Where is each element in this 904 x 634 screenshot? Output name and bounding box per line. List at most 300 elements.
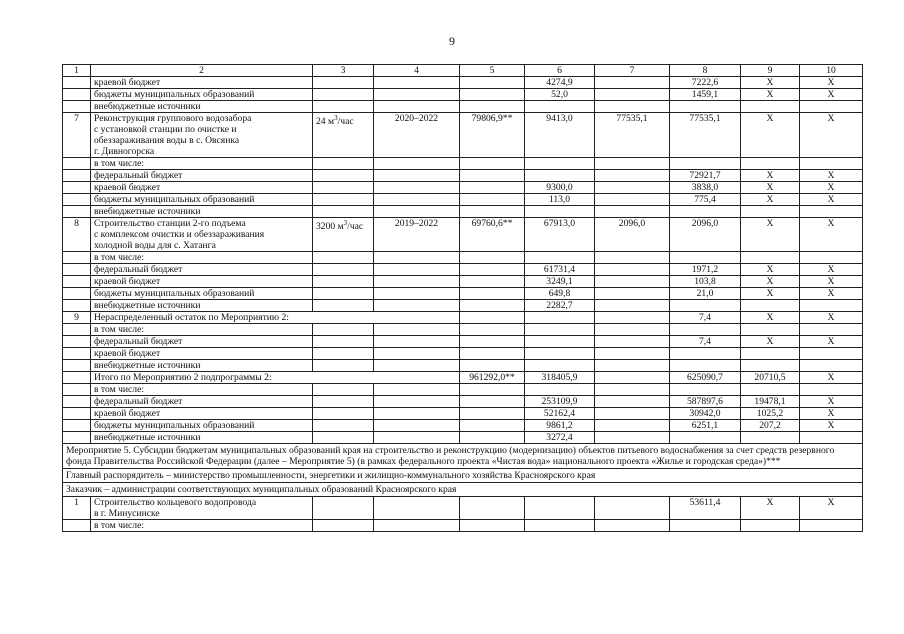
item-name-cell: федеральный бюджет bbox=[91, 264, 313, 276]
value-cell-col8: 587897,6 bbox=[670, 396, 741, 408]
capacity-cell bbox=[313, 497, 374, 520]
table-row bbox=[63, 194, 863, 206]
value-cell-col6 bbox=[525, 101, 595, 113]
value-cell-col6 bbox=[525, 520, 595, 532]
value-cell-col8 bbox=[670, 206, 741, 218]
value-cell-col9: X bbox=[741, 218, 800, 252]
item-name-cell: федеральный бюджет bbox=[91, 396, 313, 408]
total-cost-cell bbox=[460, 276, 525, 288]
capacity-cell bbox=[313, 89, 374, 101]
value-cell-col9: 19478,1 bbox=[741, 396, 800, 408]
value-cell-col8: 625090,7 bbox=[670, 372, 741, 384]
item-name-cell: краевой бюджет bbox=[91, 348, 313, 360]
value-cell-col10 bbox=[800, 520, 863, 532]
item-name-cell: краевой бюджет bbox=[91, 77, 313, 89]
value-cell-col7 bbox=[595, 432, 670, 444]
value-cell-col8: 2096,0 bbox=[670, 218, 741, 252]
value-cell-col8: 775,4 bbox=[670, 194, 741, 206]
table-row bbox=[63, 348, 863, 360]
value-cell-col9: X bbox=[741, 264, 800, 276]
table-row bbox=[63, 372, 863, 384]
value-cell-col9: X bbox=[741, 288, 800, 300]
capacity-cell bbox=[313, 520, 374, 532]
value-cell-col9 bbox=[741, 101, 800, 113]
value-cell-col10: X bbox=[800, 396, 863, 408]
value-cell-col6: 9861,2 bbox=[525, 420, 595, 432]
value-cell-col8: 7222,6 bbox=[670, 77, 741, 89]
table-row bbox=[63, 288, 863, 300]
value-cell-col6: 113,0 bbox=[525, 194, 595, 206]
item-number-cell bbox=[63, 520, 91, 532]
value-cell-col6: 9413,0 bbox=[525, 113, 595, 158]
value-cell-col10 bbox=[800, 384, 863, 396]
period-cell bbox=[374, 360, 460, 372]
value-cell-col10: X bbox=[800, 77, 863, 89]
value-cell-col8 bbox=[670, 384, 741, 396]
value-cell-col8 bbox=[670, 101, 741, 113]
value-cell-col7 bbox=[595, 300, 670, 312]
value-cell-col7 bbox=[595, 312, 670, 324]
value-cell-col6: 318405,9 bbox=[525, 372, 595, 384]
total-cost-cell bbox=[460, 158, 525, 170]
period-cell bbox=[374, 170, 460, 182]
value-cell-col7 bbox=[595, 252, 670, 264]
value-cell-col10: X bbox=[800, 420, 863, 432]
total-cost-cell bbox=[460, 288, 525, 300]
capacity-cell bbox=[313, 300, 374, 312]
table-row bbox=[63, 384, 863, 396]
value-cell-col7: 77535,1 bbox=[595, 113, 670, 158]
value-cell-col9 bbox=[741, 206, 800, 218]
period-cell bbox=[374, 300, 460, 312]
value-cell-col9 bbox=[741, 252, 800, 264]
value-cell-col8: 7,4 bbox=[670, 312, 741, 324]
total-cost-cell bbox=[460, 300, 525, 312]
value-cell-col6 bbox=[525, 497, 595, 520]
value-cell-col6 bbox=[525, 252, 595, 264]
value-cell-col6: 253109,9 bbox=[525, 396, 595, 408]
period-cell bbox=[374, 158, 460, 170]
value-cell-col6 bbox=[525, 312, 595, 324]
value-cell-col8: 1971,2 bbox=[670, 264, 741, 276]
value-cell-col7 bbox=[595, 194, 670, 206]
capacity-cell bbox=[313, 252, 374, 264]
item-name-cell: Реконструкция группового водозабора с установкой станции по очистке и обеззараживания воды в с. Овсянка г. Дивногорска bbox=[91, 113, 313, 158]
value-cell-col10: X bbox=[800, 276, 863, 288]
value-cell-col9: X bbox=[741, 182, 800, 194]
total-cost-cell bbox=[460, 384, 525, 396]
period-cell: 2019–2022 bbox=[374, 218, 460, 252]
table-row bbox=[63, 158, 863, 170]
value-cell-col10 bbox=[800, 348, 863, 360]
value-cell-col9 bbox=[741, 384, 800, 396]
item-number-cell bbox=[63, 432, 91, 444]
value-cell-col7 bbox=[595, 206, 670, 218]
table-row bbox=[63, 252, 863, 264]
item-name-cell: в том числе: bbox=[91, 324, 313, 336]
period-cell bbox=[374, 264, 460, 276]
column-number-row bbox=[63, 65, 863, 77]
value-cell-col8 bbox=[670, 300, 741, 312]
table-row bbox=[63, 469, 863, 483]
item-name-cell: внебюджетные источники bbox=[91, 101, 313, 113]
table-row bbox=[63, 408, 863, 420]
value-cell-col8: 103,8 bbox=[670, 276, 741, 288]
column-number-cell: 8 bbox=[670, 65, 741, 77]
value-cell-col8 bbox=[670, 324, 741, 336]
value-cell-col8 bbox=[670, 252, 741, 264]
table-row bbox=[63, 360, 863, 372]
budget-table bbox=[62, 64, 863, 532]
table-row bbox=[63, 218, 863, 252]
item-name-cell: краевой бюджет bbox=[91, 276, 313, 288]
item-number-cell bbox=[63, 101, 91, 113]
table-row bbox=[63, 396, 863, 408]
value-cell-col6: 61731,4 bbox=[525, 264, 595, 276]
item-name-cell: внебюджетные источники bbox=[91, 360, 313, 372]
total-cost-cell: 79806,9** bbox=[460, 113, 525, 158]
capacity-cell bbox=[313, 170, 374, 182]
value-cell-col6 bbox=[525, 384, 595, 396]
capacity-cell bbox=[313, 101, 374, 113]
total-cost-cell: 961292,0** bbox=[460, 372, 525, 384]
capacity-cell bbox=[313, 432, 374, 444]
value-cell-col9: 20710,5 bbox=[741, 372, 800, 384]
capacity-cell: 24 $м^3$/час bbox=[313, 113, 374, 158]
table-row bbox=[63, 182, 863, 194]
table-row bbox=[63, 170, 863, 182]
value-cell-col9: X bbox=[741, 77, 800, 89]
value-cell-col7 bbox=[595, 520, 670, 532]
table-row bbox=[63, 113, 863, 158]
period-cell bbox=[374, 497, 460, 520]
total-cost-cell bbox=[460, 206, 525, 218]
value-cell-col9 bbox=[741, 360, 800, 372]
value-cell-col7 bbox=[595, 89, 670, 101]
value-cell-col10 bbox=[800, 360, 863, 372]
value-cell-col10: X bbox=[800, 113, 863, 158]
item-name-cell: в том числе: bbox=[91, 384, 313, 396]
value-cell-col6 bbox=[525, 336, 595, 348]
item-number-cell bbox=[63, 396, 91, 408]
item-number-cell: 8 bbox=[63, 218, 91, 252]
item-number-cell bbox=[63, 89, 91, 101]
table-row bbox=[63, 432, 863, 444]
value-cell-col6: 9300,0 bbox=[525, 182, 595, 194]
item-name-cell: в том числе: bbox=[91, 520, 313, 532]
value-cell-col7: 2096,0 bbox=[595, 218, 670, 252]
value-cell-col10 bbox=[800, 324, 863, 336]
value-cell-col10: X bbox=[800, 194, 863, 206]
value-cell-col7 bbox=[595, 158, 670, 170]
page-number: 9 bbox=[449, 34, 455, 48]
value-cell-col10: X bbox=[800, 288, 863, 300]
capacity-cell bbox=[313, 194, 374, 206]
value-cell-col7 bbox=[595, 264, 670, 276]
item-name-cell: внебюджетные источники bbox=[91, 432, 313, 444]
period-cell bbox=[374, 101, 460, 113]
total-cost-cell bbox=[460, 312, 525, 324]
capacity-cell bbox=[313, 264, 374, 276]
value-cell-col6 bbox=[525, 324, 595, 336]
item-name-cell: бюджеты муниципальных образований bbox=[91, 288, 313, 300]
column-number-cell: 9 bbox=[741, 65, 800, 77]
value-cell-col10: X bbox=[800, 497, 863, 520]
section-heading-cell: Главный распорядитель – министерство промышленности, энергетики и жилищно-коммунального хозяйства Красноярского края bbox=[63, 469, 863, 483]
value-cell-col10: X bbox=[800, 170, 863, 182]
value-cell-col7 bbox=[595, 420, 670, 432]
value-cell-col6 bbox=[525, 348, 595, 360]
value-cell-col8: 3838,0 bbox=[670, 182, 741, 194]
period-cell bbox=[374, 89, 460, 101]
item-name-cell: в том числе: bbox=[91, 158, 313, 170]
period-cell bbox=[374, 420, 460, 432]
value-cell-col7 bbox=[595, 182, 670, 194]
value-cell-col10 bbox=[800, 300, 863, 312]
column-number-cell: 4 bbox=[374, 65, 460, 77]
value-cell-col9: X bbox=[741, 312, 800, 324]
capacity-cell bbox=[313, 206, 374, 218]
table-row bbox=[63, 420, 863, 432]
table-row bbox=[63, 89, 863, 101]
item-number-cell bbox=[63, 194, 91, 206]
total-cost-cell bbox=[460, 348, 525, 360]
value-cell-col9: X bbox=[741, 170, 800, 182]
item-number-cell bbox=[63, 206, 91, 218]
value-cell-col8: 6251,1 bbox=[670, 420, 741, 432]
capacity-cell bbox=[313, 276, 374, 288]
table-row bbox=[63, 101, 863, 113]
item-name-cell: внебюджетные источники bbox=[91, 206, 313, 218]
total-cost-cell bbox=[460, 432, 525, 444]
column-number-cell: 3 bbox=[313, 65, 374, 77]
item-number-cell bbox=[63, 288, 91, 300]
table-row bbox=[63, 497, 863, 520]
total-cost-cell bbox=[460, 101, 525, 113]
capacity-cell bbox=[313, 77, 374, 89]
value-cell-col6: 3272,4 bbox=[525, 432, 595, 444]
value-cell-col9 bbox=[741, 300, 800, 312]
value-cell-col9 bbox=[741, 348, 800, 360]
total-cost-cell: 69760,6** bbox=[460, 218, 525, 252]
value-cell-col9: X bbox=[741, 497, 800, 520]
value-cell-col7 bbox=[595, 348, 670, 360]
value-cell-col9 bbox=[741, 158, 800, 170]
value-cell-col7 bbox=[595, 336, 670, 348]
period-cell bbox=[374, 182, 460, 194]
capacity-cell bbox=[313, 420, 374, 432]
column-number-cell: 10 bbox=[800, 65, 863, 77]
item-name-cell: Итого по Мероприятию 2 подпрограммы 2: bbox=[91, 372, 460, 384]
table-row bbox=[63, 336, 863, 348]
column-number-cell: 5 bbox=[460, 65, 525, 77]
item-name-cell: бюджеты муниципальных образований bbox=[91, 194, 313, 206]
period-cell bbox=[374, 77, 460, 89]
value-cell-col6: 4274,9 bbox=[525, 77, 595, 89]
period-cell bbox=[374, 396, 460, 408]
section-heading-cell: Заказчик – администрации соответствующих муниципальных образований Красноярского края bbox=[63, 483, 863, 497]
value-cell-col10 bbox=[800, 432, 863, 444]
total-cost-cell bbox=[460, 252, 525, 264]
period-cell bbox=[374, 194, 460, 206]
value-cell-col7 bbox=[595, 384, 670, 396]
total-cost-cell bbox=[460, 336, 525, 348]
capacity-cell bbox=[313, 384, 374, 396]
total-cost-cell bbox=[460, 520, 525, 532]
item-name-cell: бюджеты муниципальных образований bbox=[91, 89, 313, 101]
capacity-cell bbox=[313, 158, 374, 170]
column-number-cell: 6 bbox=[525, 65, 595, 77]
value-cell-col7 bbox=[595, 77, 670, 89]
value-cell-col8: 72921,7 bbox=[670, 170, 741, 182]
total-cost-cell bbox=[460, 170, 525, 182]
value-cell-col10 bbox=[800, 158, 863, 170]
item-number-cell bbox=[63, 182, 91, 194]
item-name-cell: Строительство кольцевого водопровода в г. Минусинске bbox=[91, 497, 313, 520]
item-number-cell: 9 bbox=[63, 312, 91, 324]
table-row bbox=[63, 276, 863, 288]
item-name-cell: Нераспределенный остаток по Мероприятию 2: bbox=[91, 312, 460, 324]
item-number-cell bbox=[63, 158, 91, 170]
item-number-cell bbox=[63, 348, 91, 360]
item-number-cell bbox=[63, 372, 91, 384]
value-cell-col10 bbox=[800, 206, 863, 218]
item-name-cell: в том числе: bbox=[91, 252, 313, 264]
value-cell-col8: 1459,1 bbox=[670, 89, 741, 101]
value-cell-col6: 67913,0 bbox=[525, 218, 595, 252]
total-cost-cell bbox=[460, 264, 525, 276]
value-cell-col8 bbox=[670, 432, 741, 444]
item-name-cell: федеральный бюджет bbox=[91, 170, 313, 182]
table-row bbox=[63, 264, 863, 276]
column-number-cell: 2 bbox=[91, 65, 313, 77]
item-name-cell: Строительство станции 2-го подъема с комплексом очистки и обеззараживания холодной воды для с. Хатанга bbox=[91, 218, 313, 252]
value-cell-col8: 30942,0 bbox=[670, 408, 741, 420]
item-number-cell bbox=[63, 336, 91, 348]
table-row bbox=[63, 312, 863, 324]
item-number-cell bbox=[63, 77, 91, 89]
value-cell-col6: 649,8 bbox=[525, 288, 595, 300]
value-cell-col7 bbox=[595, 497, 670, 520]
item-name-cell: краевой бюджет bbox=[91, 408, 313, 420]
item-name-cell: внебюджетные источники bbox=[91, 300, 313, 312]
value-cell-col9: X bbox=[741, 113, 800, 158]
table-row bbox=[63, 206, 863, 218]
period-cell bbox=[374, 520, 460, 532]
value-cell-col10: X bbox=[800, 218, 863, 252]
column-number-cell: 1 bbox=[63, 65, 91, 77]
period-cell bbox=[374, 384, 460, 396]
capacity-cell bbox=[313, 396, 374, 408]
capacity-cell bbox=[313, 182, 374, 194]
period-cell bbox=[374, 252, 460, 264]
capacity-cell bbox=[313, 408, 374, 420]
value-cell-col6: 3249,1 bbox=[525, 276, 595, 288]
period-cell bbox=[374, 206, 460, 218]
value-cell-col8: 53611,4 bbox=[670, 497, 741, 520]
value-cell-col9: 207,2 bbox=[741, 420, 800, 432]
item-number-cell bbox=[63, 252, 91, 264]
budget-table-body bbox=[63, 65, 863, 532]
item-number-cell bbox=[63, 360, 91, 372]
capacity-cell bbox=[313, 360, 374, 372]
period-cell bbox=[374, 288, 460, 300]
value-cell-col9 bbox=[741, 520, 800, 532]
value-cell-col10 bbox=[800, 101, 863, 113]
item-name-cell: бюджеты муниципальных образований bbox=[91, 420, 313, 432]
total-cost-cell bbox=[460, 77, 525, 89]
period-cell bbox=[374, 324, 460, 336]
item-number-cell bbox=[63, 408, 91, 420]
value-cell-col10: X bbox=[800, 336, 863, 348]
value-cell-col7 bbox=[595, 396, 670, 408]
total-cost-cell bbox=[460, 194, 525, 206]
capacity-cell bbox=[313, 324, 374, 336]
value-cell-col10: X bbox=[800, 182, 863, 194]
item-number-cell bbox=[63, 324, 91, 336]
total-cost-cell bbox=[460, 408, 525, 420]
value-cell-col9: X bbox=[741, 89, 800, 101]
item-number-cell bbox=[63, 276, 91, 288]
total-cost-cell bbox=[460, 324, 525, 336]
value-cell-col9 bbox=[741, 432, 800, 444]
item-number-cell bbox=[63, 384, 91, 396]
item-number-cell bbox=[63, 420, 91, 432]
value-cell-col6 bbox=[525, 170, 595, 182]
value-cell-col10: X bbox=[800, 89, 863, 101]
period-cell bbox=[374, 348, 460, 360]
table-row bbox=[63, 324, 863, 336]
total-cost-cell bbox=[460, 182, 525, 194]
period-cell: 2020–2022 bbox=[374, 113, 460, 158]
value-cell-col7 bbox=[595, 408, 670, 420]
value-cell-col9: 1025,2 bbox=[741, 408, 800, 420]
value-cell-col10: X bbox=[800, 312, 863, 324]
total-cost-cell bbox=[460, 360, 525, 372]
value-cell-col8 bbox=[670, 348, 741, 360]
total-cost-cell bbox=[460, 89, 525, 101]
value-cell-col8 bbox=[670, 360, 741, 372]
value-cell-col7 bbox=[595, 324, 670, 336]
value-cell-col8: 21,0 bbox=[670, 288, 741, 300]
value-cell-col7 bbox=[595, 170, 670, 182]
value-cell-col6 bbox=[525, 206, 595, 218]
value-cell-col6: 52,0 bbox=[525, 89, 595, 101]
capacity-cell bbox=[313, 336, 374, 348]
value-cell-col8 bbox=[670, 520, 741, 532]
capacity-cell bbox=[313, 288, 374, 300]
item-number-cell bbox=[63, 170, 91, 182]
value-cell-col9: X bbox=[741, 194, 800, 206]
value-cell-col8: 77535,1 bbox=[670, 113, 741, 158]
column-number-cell: 7 bbox=[595, 65, 670, 77]
value-cell-col9: X bbox=[741, 336, 800, 348]
table-row bbox=[63, 300, 863, 312]
period-cell bbox=[374, 276, 460, 288]
item-number-cell bbox=[63, 264, 91, 276]
value-cell-col8 bbox=[670, 158, 741, 170]
period-cell bbox=[374, 432, 460, 444]
table-row bbox=[63, 483, 863, 497]
value-cell-col8: 7,4 bbox=[670, 336, 741, 348]
total-cost-cell bbox=[460, 396, 525, 408]
capacity-cell bbox=[313, 348, 374, 360]
value-cell-col10: X bbox=[800, 264, 863, 276]
value-cell-col6 bbox=[525, 158, 595, 170]
table-row bbox=[63, 520, 863, 532]
item-number-cell: 7 bbox=[63, 113, 91, 158]
value-cell-col10: X bbox=[800, 408, 863, 420]
